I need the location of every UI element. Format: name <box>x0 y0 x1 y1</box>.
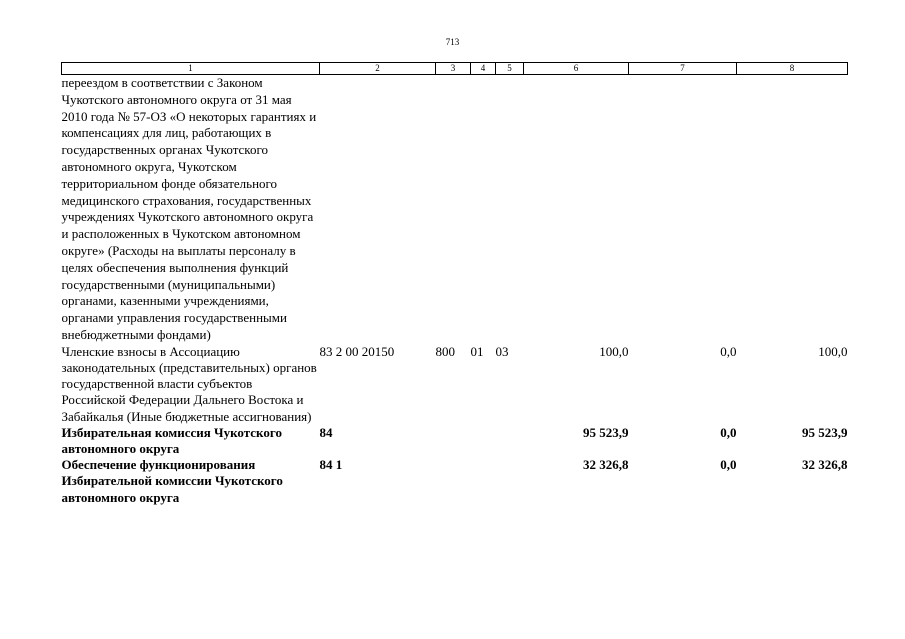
budget-table <box>61 62 848 506</box>
column-header-5: 5 <box>496 63 524 75</box>
row-description: Членские взносы в Ассоциацию законодательных (представительных) органов государственной власти субъектов Российской Федерации Дальнего Востока и Забайкалья (Иные бюджетные ассигнования) <box>61 343 317 424</box>
row-section <box>471 457 496 506</box>
row-amount-col6: 100,0 <box>599 343 629 359</box>
column-header-4: 4 <box>471 63 496 75</box>
column-header-2: 2 <box>320 63 436 75</box>
row-target-code: 84 1 <box>319 457 343 473</box>
row-amount-col7: 0,0 <box>720 424 737 440</box>
column-header-3: 3 <box>436 63 471 75</box>
row-subsection <box>496 457 524 506</box>
column-number-header <box>62 63 848 75</box>
table-row <box>62 457 848 506</box>
row-target-code <box>320 75 436 344</box>
row-amount-col7: 0,0 <box>720 457 737 473</box>
row-amount-col8: 32 326,8 <box>802 457 848 473</box>
row-expense-type <box>436 457 471 506</box>
row-target-code: 84 <box>319 424 333 440</box>
column-header-1: 1 <box>62 63 320 75</box>
table-row <box>62 425 848 457</box>
row-amount-col6 <box>524 75 629 344</box>
column-header-7: 7 <box>629 63 737 75</box>
row-section: 01 <box>470 343 484 359</box>
row-expense-type <box>436 75 471 344</box>
column-header-6: 6 <box>524 63 629 75</box>
row-subsection <box>496 75 524 344</box>
row-description: Избирательная комиссия Чукотского автономного округа <box>61 424 282 456</box>
row-amount-col7 <box>629 75 737 344</box>
row-amount-col7: 0,0 <box>720 343 737 359</box>
row-expense-type <box>436 425 471 457</box>
row-subsection <box>496 425 524 457</box>
table-row <box>62 75 848 344</box>
page-number: 713 <box>445 37 460 47</box>
row-description: Обеспечение функционирования Избирательной комиссии Чукотского автономного округа <box>61 457 283 505</box>
row-amount-col6: 32 326,8 <box>583 457 629 473</box>
table-row <box>62 344 848 425</box>
row-subsection: 03 <box>495 343 509 359</box>
row-amount-col8: 100,0 <box>818 343 848 359</box>
row-amount-col6: 95 523,9 <box>583 424 629 440</box>
row-expense-type: 800 <box>435 343 455 359</box>
row-amount-col8 <box>737 75 848 344</box>
column-header-8: 8 <box>737 63 848 75</box>
row-description: переездом в соответствии с Законом Чукотского автономного округа от 31 мая 2010 года № 57-ОЗ «О некоторых гарантиях и компенсациях для лиц, работающих в государственных органах Чукотского автономного округа, Чукотском территориальном фонде обязательного медицинского страхования, государственных учреждениях Чукотского автономного округа и расположенных в Чукотском автономном округе» (Расходы на выплаты персоналу в целях обеспечения выполнения функций государственными (муниципальными) органами, казенными учреждениями, органами управления государственными внебюджетными фондами) <box>61 75 317 342</box>
row-section <box>471 75 496 344</box>
row-amount-col8: 95 523,9 <box>802 424 848 440</box>
row-section <box>471 425 496 457</box>
row-target-code: 83 2 00 20150 <box>319 343 395 359</box>
